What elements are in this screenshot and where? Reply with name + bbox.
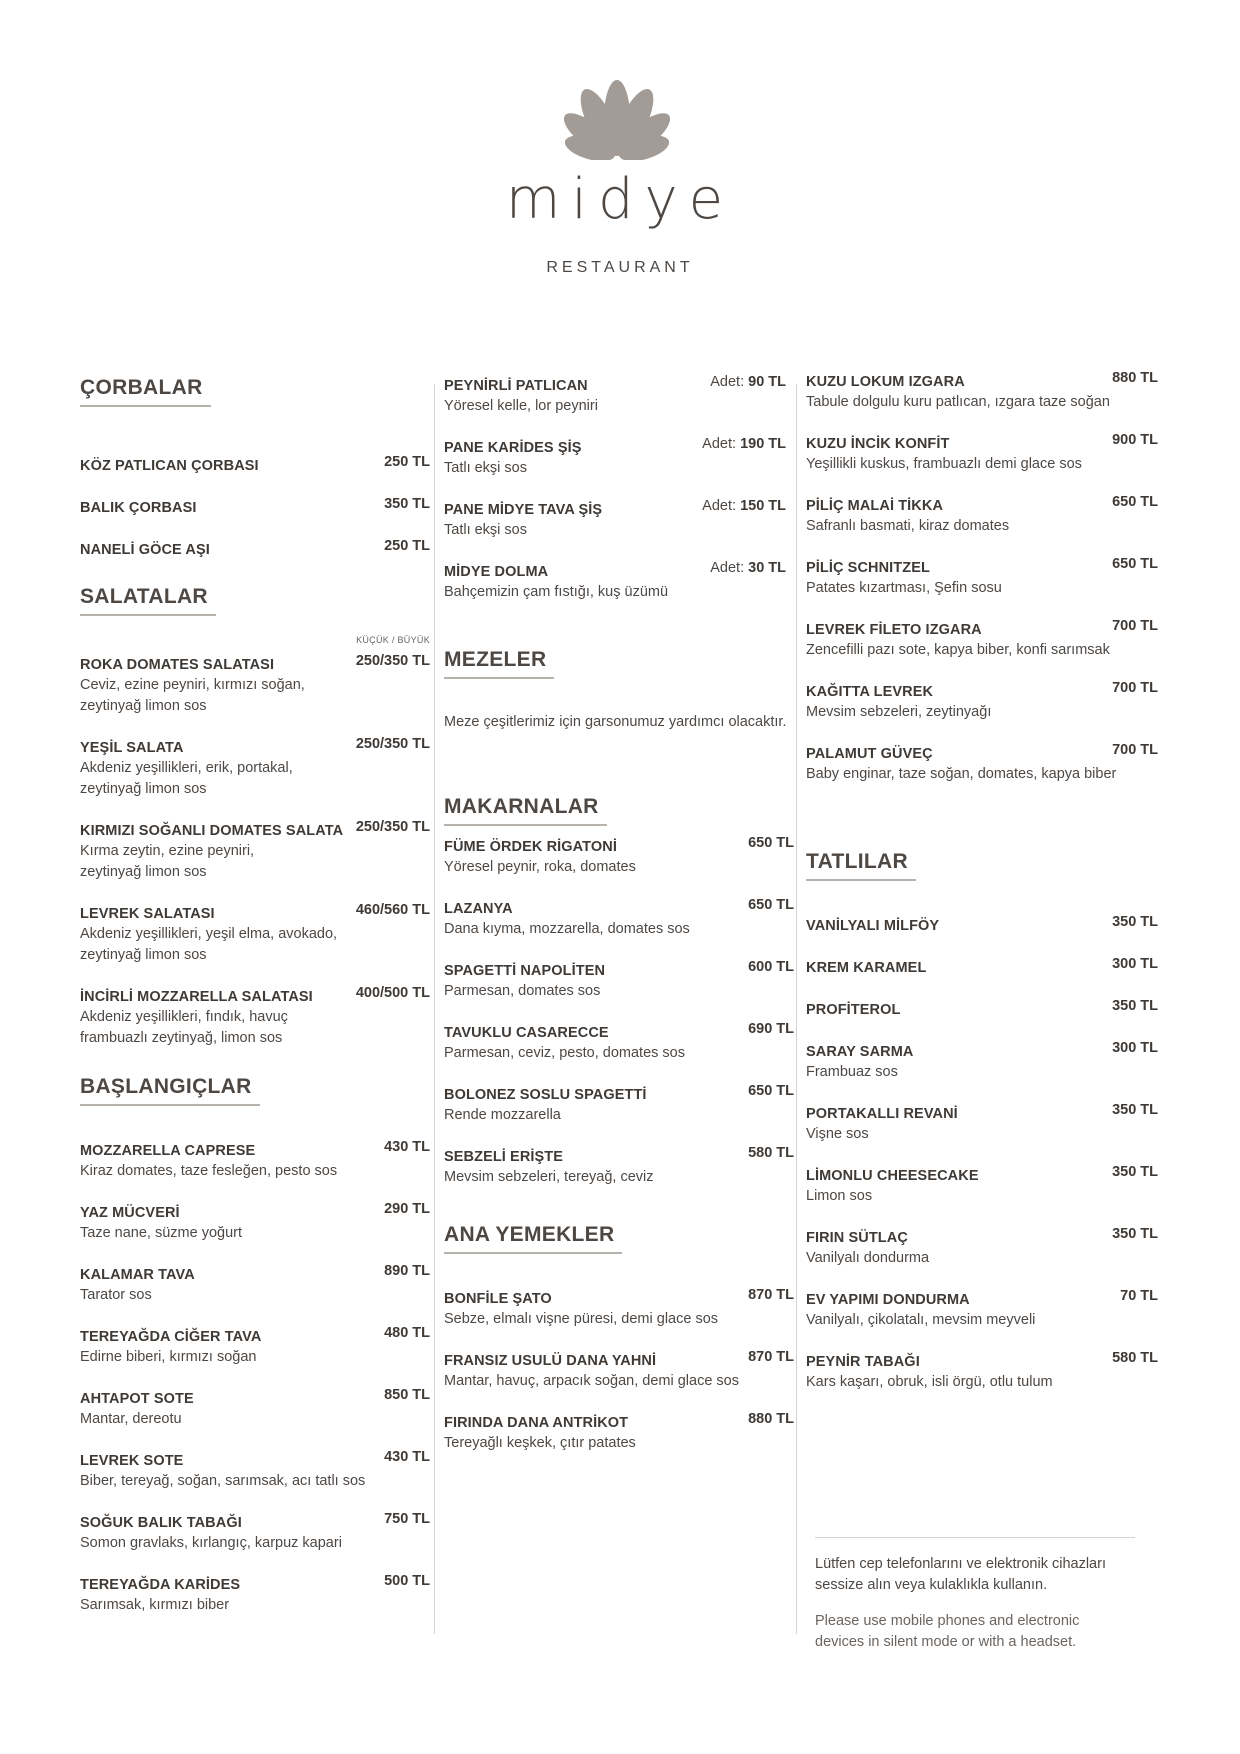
item-name: LEVREK SALATASI (80, 906, 215, 922)
column-divider (434, 384, 435, 1634)
item-description: Bahçemizin çam fıstığı, kuş üzümü (444, 584, 669, 600)
section-title: TATLILAR (806, 850, 916, 881)
menu-item (80, 540, 430, 560)
menu-item (806, 1104, 1158, 1145)
menu-item (80, 738, 430, 800)
item-name: ROKA DOMATES SALATASI (80, 657, 275, 673)
shell-icon (552, 78, 682, 160)
section-salatalar (80, 585, 430, 625)
item-description: Parmesan, domates sos (444, 983, 601, 999)
item-price: 70 TL (1120, 1288, 1158, 1304)
item-description: Taze nane, süzme yoğurt (80, 1225, 243, 1241)
item-description: Edirne biberi, kırmızı soğan (80, 1349, 257, 1365)
item-price: 880 TL (1112, 370, 1158, 386)
item-name: PANE KARİDES ŞİŞ (444, 440, 582, 456)
item-price: 870 TL (748, 1287, 794, 1303)
item-unit: Adet: (702, 436, 737, 452)
item-description: Patates kızartması, Şefin sosu (806, 580, 1002, 596)
item-description: Sebze, elmalı vişne püresi, demi glace sos (444, 1311, 719, 1327)
item-description: Baby enginar, taze soğan, domates, kapya biber (806, 766, 1117, 782)
item-price: 600 TL (748, 959, 794, 975)
item-description: Safranlı basmati, kiraz domates (806, 518, 1010, 534)
item-name: KUZU LOKUM IZGARA (806, 374, 965, 390)
menu-item (444, 1085, 794, 1126)
item-name: TAVUKLU CASARECCE (444, 1025, 609, 1041)
item-price: 900 TL (1112, 432, 1158, 448)
item-description: Tabule dolgulu kuru patlıcan, ızgara taze soğan (806, 394, 1110, 410)
menu-item (806, 682, 1158, 723)
menu-item (80, 1203, 430, 1244)
item-description: Sarımsak, kırmızı biber (80, 1597, 230, 1613)
item-name: KREM KARAMEL (806, 960, 927, 976)
item-price: 250/350 TL (355, 819, 430, 835)
item-description: Kiraz domates, taze fesleğen, pesto sos (80, 1163, 338, 1179)
item-price: 350 TL (1112, 914, 1158, 930)
menu-item (444, 1147, 794, 1188)
item-name: KÖZ PATLICAN ÇORBASI (80, 458, 259, 474)
item-price: 700 TL (1112, 680, 1158, 696)
menu-item (80, 1327, 430, 1368)
item-description: Yeşillikli kuskus, frambuazlı demi glace sos (806, 456, 1082, 472)
item-name: MOZZARELLA CAPRESE (80, 1143, 256, 1159)
item-description: Mevsim sebzeleri, tereyağ, ceviz (444, 1169, 654, 1185)
item-price: 650 TL (748, 897, 794, 913)
section-title: ÇORBALAR (80, 376, 211, 407)
menu-item (80, 1451, 430, 1492)
mezeler-note: Meze çeşitlerimiz için garsonumuz yardımcı olacaktır. (444, 714, 787, 730)
item-name: BOLONEZ SOSLU SPAGETTİ (444, 1087, 647, 1103)
item-unit: Adet: (710, 374, 745, 390)
menu-item (806, 1000, 1158, 1020)
item-description: zeytinyağ limon sos (80, 781, 207, 797)
item-name: NANELİ GÖCE AŞI (80, 542, 210, 558)
item-price (702, 498, 786, 514)
item-name: PİLİÇ SCHNITZEL (806, 560, 930, 576)
section-tatlilar (806, 850, 1158, 890)
item-name: BALIK ÇORBASI (80, 500, 197, 516)
menu-item (444, 899, 794, 940)
notice-tr (815, 1554, 1145, 1596)
notice-line: devices in silent mode or with a headset. (815, 1634, 1077, 1650)
item-name: EV YAPIMI DONDURMA (806, 1292, 970, 1308)
item-price: 350 TL (1112, 1226, 1158, 1242)
item-price: 300 TL (1112, 1040, 1158, 1056)
item-name: PANE MİDYE TAVA ŞİŞ (444, 502, 603, 518)
item-name: VANİLYALI MİLFÖY (806, 918, 940, 934)
item-name: PROFİTEROL (806, 1002, 901, 1018)
item-description: Mevsim sebzeleri, zeytinyağı (806, 704, 992, 720)
item-description: Akdeniz yeşillikleri, erik, portakal, (80, 760, 293, 776)
item-name: KALAMAR TAVA (80, 1267, 195, 1283)
menu-item (80, 987, 430, 1049)
item-name: FIRINDA DANA ANTRİKOT (444, 1415, 629, 1431)
item-price (710, 374, 786, 390)
menu-item (806, 916, 1158, 936)
item-price: 650 TL (748, 835, 794, 851)
brand-subtitle: RESTAURANT (546, 259, 694, 276)
menu-item (80, 498, 430, 518)
item-price-value: 90 TL (748, 374, 786, 390)
item-price: 250 TL (384, 454, 430, 470)
item-name: PORTAKALLI REVANİ (806, 1106, 958, 1122)
item-price: 580 TL (1112, 1350, 1158, 1366)
item-description: Vanilyalı dondurma (806, 1250, 930, 1266)
menu-item (80, 1141, 430, 1182)
menu-item (80, 1575, 430, 1616)
menu-item (80, 456, 430, 476)
item-price: 690 TL (748, 1021, 794, 1037)
notice-en (815, 1611, 1145, 1653)
menu-item (806, 620, 1158, 661)
notice-divider (815, 1537, 1135, 1538)
item-name: FIRIN SÜTLAÇ (806, 1230, 908, 1246)
item-price: 460/560 TL (355, 902, 430, 918)
item-name: LEVREK FİLETO IZGARA (806, 622, 982, 638)
item-price: 500 TL (384, 1573, 430, 1589)
menu-item (444, 500, 794, 541)
item-name: YEŞİL SALATA (80, 740, 184, 756)
menu-item (444, 376, 794, 417)
menu-item (80, 821, 430, 883)
menu-item (444, 1351, 794, 1392)
item-price: 650 TL (1112, 494, 1158, 510)
item-description: Kars kaşarı, obruk, isli örgü, otlu tulum (806, 1374, 1053, 1390)
item-name: TEREYAĞDA CİĞER TAVA (80, 1329, 262, 1345)
menu-item (80, 1265, 430, 1306)
item-price (710, 560, 786, 576)
notice-line: sessize alın veya kulaklıkla kullanın. (815, 1577, 1048, 1593)
item-description: Rende mozzarella (444, 1107, 561, 1123)
item-name: PİLİÇ MALAİ TİKKA (806, 498, 944, 514)
item-name: LİMONLU CHEESECAKE (806, 1168, 979, 1184)
section-ana-yemekler (444, 1223, 794, 1263)
item-name: YAZ MÜCVERİ (80, 1205, 180, 1221)
item-description: Kırma zeytin, ezine peyniri, (80, 843, 255, 859)
item-description: zeytinyağ limon sos (80, 864, 207, 880)
item-description: frambuazlı zeytinyağ, limon sos (80, 1030, 283, 1046)
item-name: TEREYAĞDA KARİDES (80, 1577, 241, 1593)
notice-line: Lütfen cep telefonlarını ve elektronik cihazları (815, 1556, 1106, 1572)
menu-item (806, 434, 1158, 475)
item-description: Yöresel kelle, lor peyniri (444, 398, 598, 414)
notice-line: Please use mobile phones and electronic (815, 1613, 1080, 1629)
menu-item (806, 496, 1158, 537)
item-price: 700 TL (1112, 742, 1158, 758)
item-name: İNCİRLİ MOZZARELLA SALATASI (80, 989, 313, 1005)
menu-item (806, 1042, 1158, 1083)
item-name: PEYNİRLİ PATLICAN (444, 378, 588, 394)
item-description: Tarator sos (80, 1287, 152, 1303)
item-name: KIRMIZI SOĞANLI DOMATES SALATA (80, 823, 344, 839)
menu-column-1 (80, 376, 430, 1616)
section-corbalar (80, 376, 430, 416)
item-price: 250/350 TL (355, 653, 430, 669)
section-mezeler (444, 648, 794, 688)
section-title: MAKARNALAR (444, 795, 607, 826)
menu-item (80, 655, 430, 717)
item-description: Parmesan, ceviz, pesto, domates sos (444, 1045, 685, 1061)
item-name: MİDYE DOLMA (444, 564, 549, 580)
item-name: KUZU İNCİK KONFİT (806, 436, 950, 452)
item-price: 650 TL (1112, 556, 1158, 572)
section-title: BAŞLANGIÇLAR (80, 1075, 260, 1106)
item-price: 350 TL (1112, 1102, 1158, 1118)
menu-item (444, 1023, 794, 1064)
menu-item (444, 562, 794, 603)
item-price: 480 TL (384, 1325, 430, 1341)
item-name: FRANSIZ USULÜ DANA YAHNİ (444, 1353, 657, 1369)
item-price-value: 150 TL (740, 498, 786, 514)
brand-name: midye (505, 167, 735, 232)
item-description: Yöresel peynir, roka, domates (444, 859, 636, 875)
item-price: 350 TL (384, 496, 430, 512)
item-price: 650 TL (748, 1083, 794, 1099)
item-name: SARAY SARMA (806, 1044, 914, 1060)
item-description: Akdeniz yeşillikleri, yeşil elma, avokado, (80, 926, 338, 942)
item-description: Ceviz, ezine peyniri, kırmızı soğan, (80, 677, 305, 693)
item-description: Biber, tereyağ, soğan, sarımsak, acı tatlı sos (80, 1473, 366, 1489)
item-price: 430 TL (384, 1449, 430, 1465)
item-name: KAĞITTA LEVREK (806, 684, 934, 700)
item-price-value: 30 TL (748, 560, 786, 576)
menu-item (806, 1166, 1158, 1207)
menu-item (806, 1352, 1158, 1393)
item-description: Zencefilli pazı sote, kapya biber, konfi sarımsak (806, 642, 1110, 658)
item-description: Frambuaz sos (806, 1064, 898, 1080)
item-name: SPAGETTİ NAPOLİTEN (444, 963, 606, 979)
item-description: Tatlı ekşi sos (444, 522, 527, 538)
item-price (702, 436, 786, 452)
menu-item (444, 1289, 794, 1330)
item-name: PALAMUT GÜVEÇ (806, 746, 933, 762)
menu-item (806, 744, 1158, 785)
item-description: Tatlı ekşi sos (444, 460, 527, 476)
item-price: 890 TL (384, 1263, 430, 1279)
item-price: 250 TL (384, 538, 430, 554)
item-price: 850 TL (384, 1387, 430, 1403)
menu-item (444, 1413, 794, 1454)
menu-item (444, 837, 794, 878)
item-price: 750 TL (384, 1511, 430, 1527)
item-unit: Adet: (702, 498, 737, 514)
item-name: LAZANYA (444, 901, 513, 917)
size-note: KÜÇÜK / BÜYÜK (356, 635, 430, 645)
menu-item (806, 1228, 1158, 1269)
menu-item (806, 558, 1158, 599)
item-name: SOĞUK BALIK TABAĞI (80, 1515, 242, 1531)
menu-item (80, 1513, 430, 1554)
item-price: 880 TL (748, 1411, 794, 1427)
item-description: Vanilyalı, çikolatalı, mevsim meyveli (806, 1312, 1036, 1328)
item-price: 430 TL (384, 1139, 430, 1155)
item-price: 580 TL (748, 1145, 794, 1161)
item-price: 400/500 TL (355, 985, 430, 1001)
item-name: PEYNİR TABAĞI (806, 1354, 920, 1370)
item-name: FÜME ÖRDEK RİGATONİ (444, 839, 617, 855)
menu-item (806, 1290, 1158, 1331)
menu-item (444, 438, 794, 479)
item-description: Vişne sos (806, 1126, 869, 1142)
item-price: 290 TL (384, 1201, 430, 1217)
menu-item (806, 958, 1158, 978)
item-price-value: 190 TL (740, 436, 786, 452)
section-baslangiclar (80, 1075, 430, 1115)
column-divider (796, 384, 797, 1634)
item-price: 350 TL (1112, 1164, 1158, 1180)
section-makarnalar (444, 795, 794, 835)
item-name: AHTAPOT SOTE (80, 1391, 194, 1407)
item-name: LEVREK SOTE (80, 1453, 184, 1469)
item-name: BONFİLE ŞATO (444, 1291, 552, 1307)
item-description: zeytinyağ limon sos (80, 947, 207, 963)
item-description: Mantar, havuç, arpacık soğan, demi glace sos (444, 1373, 739, 1389)
item-description: Dana kıyma, mozzarella, domates sos (444, 921, 690, 937)
item-description: Mantar, dereotu (80, 1411, 182, 1427)
item-description: zeytinyağ limon sos (80, 698, 207, 714)
item-description: Tereyağlı keşkek, çıtır patates (444, 1435, 636, 1451)
item-price: 870 TL (748, 1349, 794, 1365)
item-price: 300 TL (1112, 956, 1158, 972)
menu-item (806, 372, 1158, 413)
item-description: Somon gravlaks, kırlangıç, karpuz kapari (80, 1535, 342, 1551)
menu-item (80, 1389, 430, 1430)
item-unit: Adet: (710, 560, 745, 576)
menu-item (80, 904, 430, 966)
item-price: 250/350 TL (355, 736, 430, 752)
item-description: Akdeniz yeşillikleri, fındık, havuç (80, 1009, 288, 1025)
section-title: MEZELER (444, 648, 554, 679)
item-name: SEBZELİ ERİŞTE (444, 1149, 564, 1165)
section-title: ANA YEMEKLER (444, 1223, 622, 1254)
item-price: 700 TL (1112, 618, 1158, 634)
menu-item (444, 961, 794, 1002)
menu-column-2 (444, 376, 794, 1454)
menu-header (0, 0, 1240, 300)
item-price: 350 TL (1112, 998, 1158, 1014)
section-title: SALATALAR (80, 585, 216, 616)
menu-column-3 (806, 370, 1158, 1393)
item-description: Limon sos (806, 1188, 873, 1204)
